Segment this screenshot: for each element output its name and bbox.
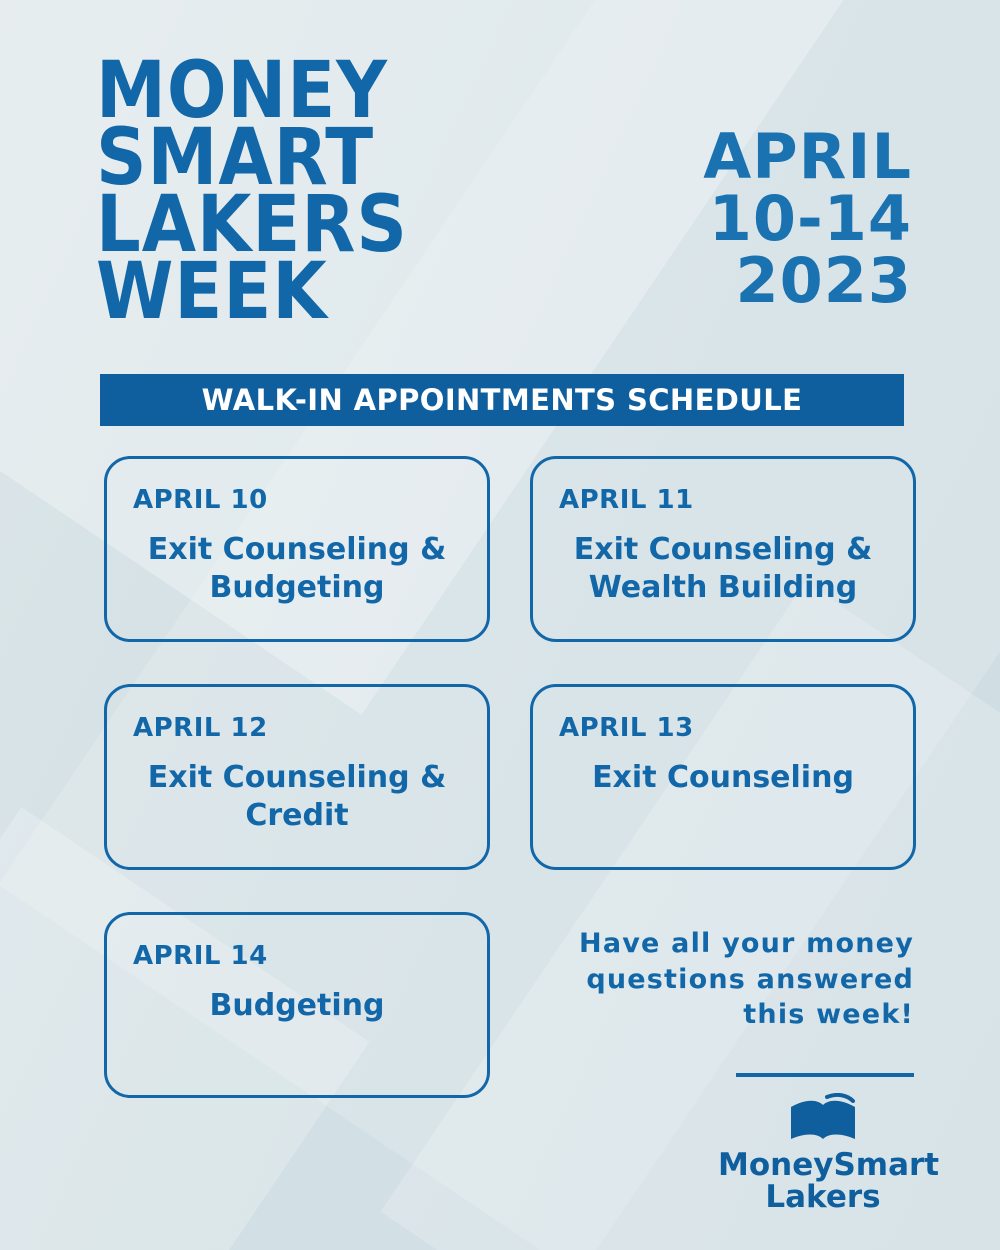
schedule-card-topic: Exit Counseling & Credit bbox=[147, 760, 447, 834]
open-book-icon bbox=[787, 1093, 859, 1145]
schedule-card bbox=[104, 456, 490, 642]
title-line-2: SMART bbox=[96, 113, 375, 204]
title-line-1: MONEY bbox=[96, 46, 388, 136]
schedule-row bbox=[104, 456, 916, 642]
schedule-card bbox=[530, 684, 916, 870]
schedule-card bbox=[104, 912, 490, 1098]
divider bbox=[736, 1073, 914, 1077]
schedule-card-topic: Exit Counseling & Wealth Building bbox=[573, 532, 873, 606]
schedule-card-date: APRIL 10 bbox=[133, 485, 268, 515]
schedule-banner bbox=[100, 374, 904, 426]
schedule-card-topic: Exit Counseling & Budgeting bbox=[147, 532, 447, 606]
logo-text-secondary: Lakers bbox=[765, 1179, 881, 1216]
schedule-card-date: APRIL 14 bbox=[133, 941, 268, 971]
logo bbox=[718, 1093, 940, 1216]
date-line-month: APRIL bbox=[703, 120, 912, 193]
title-line-4: WEEK bbox=[96, 247, 328, 338]
date-line-year: 2023 bbox=[735, 244, 912, 317]
logo-text-primary: MoneySmart bbox=[718, 1146, 940, 1183]
schedule-card bbox=[530, 456, 916, 642]
tagline: Have all your money questions answered this week! bbox=[579, 928, 914, 1031]
title-line-3: LAKERS bbox=[96, 180, 408, 271]
event-dates bbox=[572, 120, 912, 317]
schedule-row bbox=[104, 684, 916, 870]
schedule-card bbox=[104, 684, 490, 870]
schedule-banner-label: WALK-IN APPOINTMENTS SCHEDULE bbox=[201, 383, 803, 417]
schedule-card-topic: Exit Counseling bbox=[592, 760, 854, 795]
schedule-card-grid bbox=[104, 456, 916, 1140]
date-line-days: 10-14 bbox=[708, 182, 912, 255]
schedule-card-date: APRIL 11 bbox=[559, 485, 694, 515]
schedule-card-date: APRIL 13 bbox=[559, 713, 694, 743]
schedule-card-date: APRIL 12 bbox=[133, 713, 268, 743]
schedule-card-topic: Budgeting bbox=[209, 988, 385, 1023]
